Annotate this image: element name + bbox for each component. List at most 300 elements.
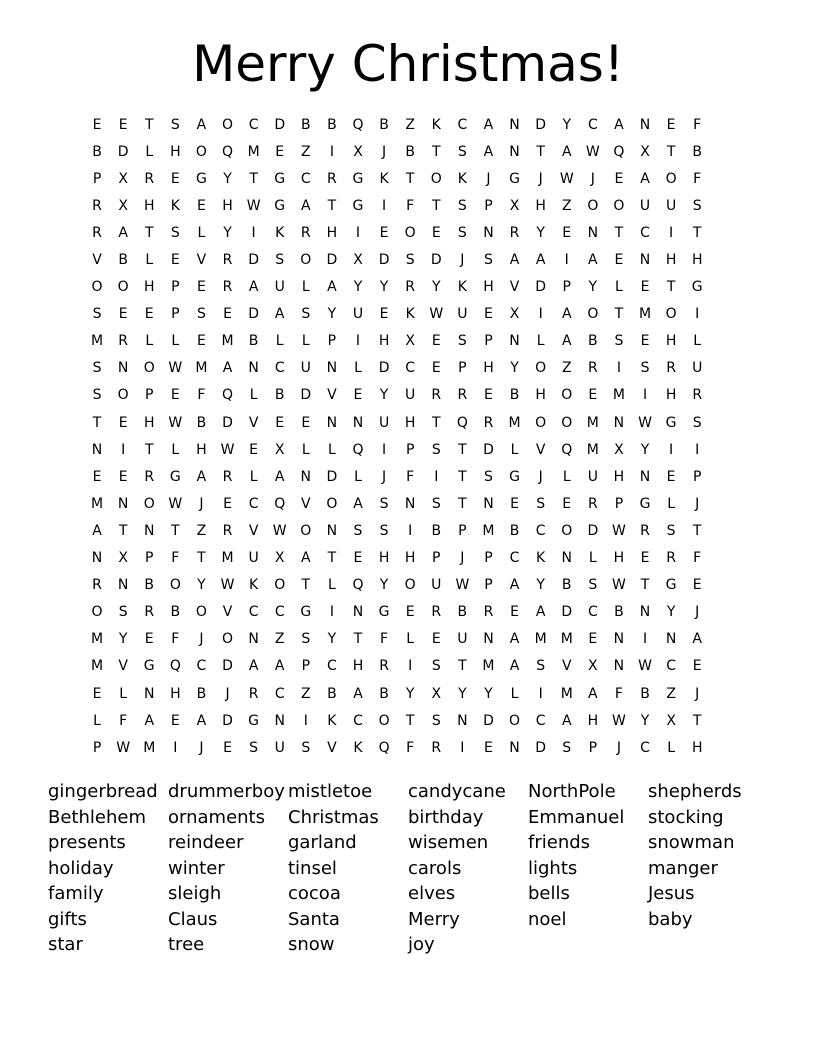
word-list-item: winter xyxy=(168,857,225,879)
grid-letter: E xyxy=(614,252,624,269)
grid-letter: N xyxy=(509,739,520,756)
grid-letter: Y xyxy=(379,279,389,296)
grid-letter: D xyxy=(274,116,286,133)
grid-letter: N xyxy=(561,550,572,567)
grid-letter: R xyxy=(144,468,155,485)
grid-letter: S xyxy=(301,631,311,648)
grid-letter: N xyxy=(91,550,103,567)
grid-letter: B xyxy=(248,333,259,350)
grid-letter: C xyxy=(666,658,676,675)
grid-row xyxy=(84,653,710,680)
grid-letter: Y xyxy=(223,224,232,241)
grid-letter: L xyxy=(354,468,362,485)
grid-letter: T xyxy=(458,495,467,512)
grid-letter: U xyxy=(274,739,285,756)
grid-letter: W xyxy=(559,170,574,187)
grid-row xyxy=(84,192,710,219)
grid-letter: V xyxy=(327,387,337,404)
grid-letter: N xyxy=(326,360,338,377)
grid-letter: N xyxy=(143,685,155,702)
grid-letter: Y xyxy=(327,306,337,323)
grid-letter: I xyxy=(408,658,413,675)
grid-letter: N xyxy=(300,468,312,485)
grid-letter: N xyxy=(483,495,494,512)
grid-letter: K xyxy=(353,739,363,756)
word-list-item: gifts xyxy=(48,908,87,930)
grid-letter: L xyxy=(171,441,180,458)
grid-letter: D xyxy=(222,414,233,431)
grid-letter: D xyxy=(535,116,547,133)
grid-letter: Y xyxy=(223,170,232,187)
grid-letter: U xyxy=(274,279,285,296)
grid-letter: J xyxy=(460,252,465,269)
grid-letter: W xyxy=(455,577,470,594)
grid-letter: P xyxy=(171,279,180,296)
grid-row xyxy=(84,382,710,409)
grid-letter: S xyxy=(484,252,493,269)
grid-letter: Y xyxy=(588,279,598,296)
grid-letter: Z xyxy=(561,197,572,214)
grid-letter: T xyxy=(431,143,441,160)
grid-letter: H xyxy=(143,414,155,431)
grid-letter: M xyxy=(612,387,625,404)
word-list-item: birthday xyxy=(408,806,484,828)
word-list-item: Santa xyxy=(288,908,340,930)
grid-letter: A xyxy=(327,279,337,296)
grid-letter: E xyxy=(92,468,102,485)
grid-letter: O xyxy=(300,522,312,539)
grid-letter: T xyxy=(144,224,154,241)
grid-letter: N xyxy=(326,522,338,539)
grid-letter: W xyxy=(168,414,183,431)
grid-letter: L xyxy=(327,441,336,458)
grid-letter: N xyxy=(639,252,651,269)
grid-letter: H xyxy=(535,387,546,404)
word-list-item: ornaments xyxy=(168,806,265,828)
grid-letter: Y xyxy=(379,577,389,594)
grid-letter: K xyxy=(405,306,415,323)
word-list-item: stocking xyxy=(648,806,724,828)
grid-letter: E xyxy=(223,739,232,756)
grid-letter: I xyxy=(408,522,413,539)
grid-letter: R xyxy=(587,360,598,377)
grid-letter: S xyxy=(431,441,441,458)
word-list-item: Emmanuel xyxy=(528,806,625,828)
grid-letter: C xyxy=(248,495,259,512)
grid-letter: X xyxy=(405,333,415,350)
grid-letter: E xyxy=(118,414,128,431)
grid-letter: D xyxy=(222,712,233,729)
grid-letter: L xyxy=(667,739,676,756)
grid-letter: R xyxy=(483,414,494,431)
word-list-item: holiday xyxy=(48,857,114,879)
grid-letter: L xyxy=(145,143,154,160)
grid-letter: A xyxy=(196,468,207,485)
grid-letter: L xyxy=(406,631,415,648)
grid-letter: Z xyxy=(666,685,676,702)
grid-letter: S xyxy=(249,739,259,756)
grid-letter: J xyxy=(225,685,230,702)
grid-letter: O xyxy=(143,360,155,377)
grid-letter: P xyxy=(484,197,493,214)
grid-letter: O xyxy=(535,414,547,431)
grid-letter: L xyxy=(327,577,336,594)
grid-letter: Y xyxy=(562,116,572,133)
word-list-item: Jesus xyxy=(648,883,695,904)
grid-row xyxy=(84,545,710,572)
grid-letter: X xyxy=(118,197,128,214)
grid-letter: Q xyxy=(222,387,234,404)
grid-letter: C xyxy=(300,170,311,187)
grid-letter: X xyxy=(353,252,363,269)
grid-letter: E xyxy=(666,116,676,133)
grid-letter: X xyxy=(274,441,285,458)
grid-letter: U xyxy=(248,550,259,567)
grid-letter: E xyxy=(379,224,389,241)
grid-letter: R xyxy=(144,170,155,187)
grid-letter: N xyxy=(639,116,651,133)
grid-letter: B xyxy=(405,143,415,160)
grid-letter: I xyxy=(642,387,648,404)
grid-letter: V xyxy=(196,252,207,269)
grid-letter: P xyxy=(327,333,337,350)
word-list-item: candycane xyxy=(408,781,506,802)
grid-letter: P xyxy=(458,360,467,377)
grid-row xyxy=(84,246,710,273)
word-list-item: Bethlehem xyxy=(48,806,146,828)
grid-letter: H xyxy=(665,252,677,269)
word-list-item: gingerbread xyxy=(48,781,158,802)
grid-row xyxy=(84,436,710,463)
word-list-item: baby xyxy=(648,908,693,930)
grid-letter: L xyxy=(693,333,702,350)
grid-letter: C xyxy=(327,658,337,675)
grid-letter: R xyxy=(92,224,102,241)
grid-letter: S xyxy=(379,522,389,539)
grid-letter: N xyxy=(117,360,129,377)
grid-letter: H xyxy=(196,441,207,458)
grid-letter: I xyxy=(382,441,387,458)
grid-letter: S xyxy=(588,577,598,594)
grid-letter: U xyxy=(457,631,468,648)
grid-letter: O xyxy=(430,170,442,187)
grid-letter: V xyxy=(248,522,259,539)
grid-letter: O xyxy=(326,495,338,512)
grid-letter: R xyxy=(666,550,676,567)
grid-letter: S xyxy=(379,495,389,512)
grid-row xyxy=(84,490,710,517)
grid-letter: G xyxy=(509,468,520,485)
grid-letter: N xyxy=(509,143,520,160)
grid-letter: Y xyxy=(353,279,363,296)
grid-letter: N xyxy=(457,712,468,729)
grid-letter: A xyxy=(561,333,572,350)
grid-letter: G xyxy=(169,468,181,485)
grid-letter: E xyxy=(614,170,624,187)
grid-letter: D xyxy=(561,604,573,621)
grid-letter: T xyxy=(666,279,676,296)
grid-letter: A xyxy=(274,306,285,323)
grid-letter: B xyxy=(509,522,520,539)
grid-letter: B xyxy=(92,143,102,160)
grid-letter: I xyxy=(329,143,334,160)
grid-letter: M xyxy=(534,631,547,648)
grid-letter: P xyxy=(145,387,154,404)
grid-letter: C xyxy=(248,116,259,133)
grid-letter: O xyxy=(195,604,207,621)
grid-letter: L xyxy=(510,441,519,458)
grid-letter: E xyxy=(562,224,572,241)
grid-letter: S xyxy=(170,116,180,133)
grid-letter: Z xyxy=(301,685,311,702)
grid-letter: I xyxy=(121,441,126,458)
grid-letter: J xyxy=(538,468,543,485)
grid-letter: M xyxy=(143,739,156,756)
grid-letter: I xyxy=(669,224,674,241)
grid-letter: E xyxy=(588,387,598,404)
grid-row xyxy=(84,328,710,355)
grid-letter: S xyxy=(536,658,546,675)
grid-letter: S xyxy=(431,712,441,729)
grid-letter: C xyxy=(535,522,546,539)
word-column xyxy=(48,779,168,958)
grid-letter: I xyxy=(329,604,334,621)
grid-letter: P xyxy=(484,577,493,594)
word-list-item: tree xyxy=(168,934,205,955)
grid-letter: S xyxy=(92,360,102,377)
grid-letter: S xyxy=(431,658,441,675)
word-list-item: Christmas xyxy=(288,806,379,828)
word-column xyxy=(408,779,528,958)
grid-letter: J xyxy=(199,739,204,756)
grid-letter: Y xyxy=(484,685,493,702)
grid-letter: F xyxy=(406,197,415,214)
grid-letter: T xyxy=(431,197,441,214)
grid-letter: E xyxy=(144,631,154,648)
grid-letter: M xyxy=(482,658,495,675)
grid-letter: A xyxy=(535,252,546,269)
grid-letter: G xyxy=(195,170,207,187)
grid-letter: R xyxy=(666,360,676,377)
grid-letter: I xyxy=(303,712,308,729)
grid-letter: H xyxy=(535,197,546,214)
grid-letter: R xyxy=(405,279,416,296)
grid-letter: N xyxy=(639,468,651,485)
grid-letter: Y xyxy=(640,441,650,458)
grid-letter: I xyxy=(642,631,648,648)
grid-letter: L xyxy=(145,333,154,350)
grid-letter: C xyxy=(405,360,416,377)
grid-letter: A xyxy=(561,143,572,160)
grid-letter: A xyxy=(535,604,546,621)
grid-letter: G xyxy=(274,170,286,187)
grid-letter: M xyxy=(221,333,234,350)
grid-row xyxy=(84,572,710,599)
grid-letter: S xyxy=(536,495,546,512)
grid-letter: F xyxy=(693,170,702,187)
grid-letter: A xyxy=(353,685,363,702)
grid-letter: P xyxy=(588,739,598,756)
grid-letter: N xyxy=(613,658,625,675)
grid-letter: H xyxy=(170,685,181,702)
grid-letter: U xyxy=(352,306,364,323)
grid-letter: G xyxy=(665,414,677,431)
grid-letter: J xyxy=(695,604,700,621)
word-list-item: Merry xyxy=(408,908,460,930)
grid-letter: J xyxy=(460,550,465,567)
grid-letter: Y xyxy=(536,577,545,594)
grid-letter: N xyxy=(274,712,285,729)
grid-letter: O xyxy=(169,577,181,594)
grid-row xyxy=(84,355,710,382)
grid-letter: E xyxy=(692,658,702,675)
grid-letter: M xyxy=(91,631,104,648)
grid-letter: S xyxy=(431,495,441,512)
grid-letter: A xyxy=(483,143,494,160)
grid-letter: R xyxy=(587,495,598,512)
grid-letter: Y xyxy=(640,712,650,729)
grid-letter: E xyxy=(353,387,363,404)
grid-letter: Y xyxy=(405,685,415,702)
grid-letter: B xyxy=(561,577,572,594)
grid-letter: R xyxy=(509,224,520,241)
grid-letter: O xyxy=(91,279,103,296)
grid-letter: O xyxy=(117,279,129,296)
grid-letter: O xyxy=(665,306,677,323)
grid-row xyxy=(84,274,710,301)
grid-letter: N xyxy=(483,224,494,241)
grid-letter: N xyxy=(326,414,338,431)
grid-letter: H xyxy=(143,197,155,214)
grid-letter: A xyxy=(353,495,363,512)
grid-letter: C xyxy=(535,712,546,729)
grid-letter: B xyxy=(457,604,468,621)
grid-letter: G xyxy=(378,604,390,621)
grid-letter: T xyxy=(692,224,702,241)
grid-letter: D xyxy=(535,279,547,296)
grid-letter: S xyxy=(196,306,206,323)
grid-row xyxy=(84,599,710,626)
grid-letter: C xyxy=(587,116,598,133)
grid-letter: Z xyxy=(196,522,207,539)
grid-row xyxy=(84,734,710,761)
grid-letter: E xyxy=(170,387,180,404)
grid-letter: E xyxy=(562,495,572,512)
grid-letter: E xyxy=(223,495,232,512)
grid-letter: E xyxy=(484,739,493,756)
grid-letter: L xyxy=(588,550,597,567)
grid-letter: R xyxy=(118,333,128,350)
grid-letter: F xyxy=(119,712,128,729)
grid-letter: G xyxy=(509,170,520,187)
grid-letter: E xyxy=(431,224,441,241)
grid-letter: A xyxy=(692,631,702,648)
grid-letter: B xyxy=(588,333,598,350)
grid-letter: I xyxy=(538,306,543,323)
grid-letter: A xyxy=(509,658,520,675)
grid-letter: M xyxy=(482,522,495,539)
grid-letter: I xyxy=(173,739,178,756)
grid-letter: H xyxy=(613,550,625,567)
grid-letter: W xyxy=(638,414,652,431)
grid-letter: H xyxy=(613,468,625,485)
grid-letter: C xyxy=(248,604,259,621)
grid-letter: N xyxy=(248,360,259,377)
grid-letter: B xyxy=(118,252,128,269)
word-column xyxy=(528,779,648,958)
grid-letter: V xyxy=(509,279,520,296)
grid-letter: J xyxy=(695,685,700,702)
grid-letter: A xyxy=(248,279,259,296)
grid-letter: N xyxy=(248,631,259,648)
grid-letter: L xyxy=(667,495,676,512)
word-list-item: snow xyxy=(288,934,335,955)
grid-letter: A xyxy=(483,116,494,133)
grid-letter: T xyxy=(405,170,415,187)
grid-letter: J xyxy=(538,170,543,187)
grid-letter: N xyxy=(613,414,625,431)
grid-letter: F xyxy=(197,387,206,404)
grid-letter: H xyxy=(143,279,155,296)
grid-letter: E xyxy=(170,712,180,729)
grid-letter: A xyxy=(144,712,155,729)
grid-letter: S xyxy=(562,739,572,756)
grid-letter: O xyxy=(195,143,207,160)
grid-letter: A xyxy=(196,712,207,729)
grid-letter: S xyxy=(614,333,624,350)
grid-letter: S xyxy=(457,143,467,160)
grid-letter: W xyxy=(168,360,183,377)
grid-letter: Q xyxy=(561,441,573,458)
grid-letter: V xyxy=(248,414,259,431)
grid-row xyxy=(84,219,710,246)
grid-letter: E xyxy=(275,414,285,431)
grid-row xyxy=(84,626,710,653)
grid-letter: S xyxy=(640,360,650,377)
grid-letter: I xyxy=(616,360,621,377)
grid-row xyxy=(84,463,710,490)
grid-letter: U xyxy=(665,197,677,214)
grid-letter: C xyxy=(274,604,285,621)
grid-letter: O xyxy=(535,360,547,377)
grid-letter: S xyxy=(301,306,311,323)
grid-letter: D xyxy=(300,387,312,404)
grid-letter: W xyxy=(220,441,235,458)
grid-letter: E xyxy=(275,143,285,160)
word-list-item: friends xyxy=(528,832,591,853)
grid-letter: O xyxy=(274,577,286,594)
grid-letter: H xyxy=(483,360,494,377)
grid-letter: D xyxy=(483,712,494,729)
word-list-item: sleigh xyxy=(168,883,222,904)
grid-letter: Y xyxy=(666,604,676,621)
grid-letter: D xyxy=(248,252,259,269)
grid-letter: Q xyxy=(222,143,234,160)
grid-letter: M xyxy=(586,414,599,431)
word-list-item: Claus xyxy=(168,908,218,930)
grid-letter: U xyxy=(457,306,468,323)
grid-letter: L xyxy=(615,279,623,296)
word-list-item: joy xyxy=(408,934,435,955)
grid-letter: H xyxy=(326,224,338,241)
grid-letter: T xyxy=(144,116,154,133)
grid-letter: X xyxy=(118,170,128,187)
grid-letter: J xyxy=(199,631,204,648)
grid-letter: P xyxy=(405,441,415,458)
grid-letter: C xyxy=(509,550,520,567)
grid-letter: E xyxy=(640,550,650,567)
grid-letter: U xyxy=(639,197,651,214)
